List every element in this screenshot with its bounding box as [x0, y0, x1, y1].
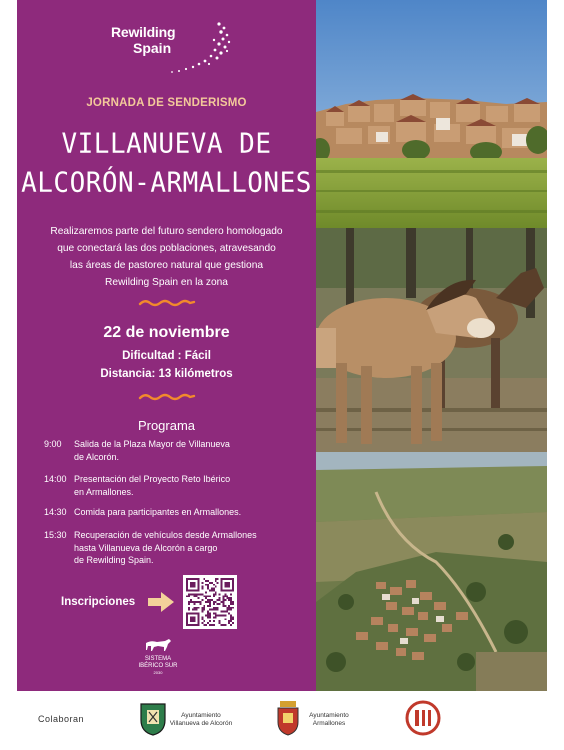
wild-horses-image — [316, 228, 547, 452]
org1-line2: Villanueva de Alcorón — [169, 720, 233, 727]
org1-line1: Ayuntamiento — [181, 712, 221, 719]
registration-label: Inscripciones — [61, 596, 136, 608]
program-text: Salida de la Plaza Mayor de Villanueva — [74, 439, 230, 449]
partner-logo-line1: SISTEMA — [144, 656, 172, 662]
villanueva-shield-icon — [139, 702, 167, 736]
program-time: 14:30 — [44, 507, 67, 517]
program-text: de Rewilding Spain. — [74, 555, 154, 565]
bird-flock-icon — [157, 20, 233, 76]
program-text: Recuperación de vehículos desde Armallones — [74, 530, 257, 540]
org2-line1: Ayuntamiento — [309, 712, 349, 719]
partners-footer — [0, 691, 564, 750]
program-text: de Alcorón. — [74, 451, 120, 462]
event-date: 22 de noviembre — [103, 324, 230, 341]
org2-label — [302, 712, 356, 728]
event-kicker: JORNADA DE SENDERISMO — [86, 97, 247, 109]
event-title-line1: VILLANUEVA DE — [61, 128, 272, 160]
logo-text-line1: Rewilding — [111, 24, 176, 40]
program-text: hasta Villanueva de Alcorón a cargo — [74, 542, 218, 553]
program-text: Presentación del Proyecto Reto Ibérico — [74, 474, 231, 484]
description-line: Realizaremos parte del futuro sendero homologado — [50, 226, 283, 237]
event-difficulty: Dificultad : Fácil — [122, 350, 211, 362]
wave-divider-icon — [138, 298, 196, 308]
logo-text-line2: Spain — [133, 40, 172, 56]
org2-line2: Armallones — [312, 720, 346, 727]
program-time: 15:30 — [44, 530, 67, 540]
collaborators-label: Colaboran — [38, 714, 85, 724]
program-time: 14:00 — [44, 474, 67, 484]
village-photo — [316, 0, 547, 228]
description-line: que conectará las dos poblaciones, atravesando — [57, 243, 276, 254]
sistema-iberico-sur-logo — [133, 637, 183, 676]
event-title-line2: ALCORÓN-ARMALLONES — [21, 167, 312, 199]
program-time: 9:00 — [44, 439, 62, 449]
armallones-shield-icon — [276, 700, 300, 736]
arrow-right-icon — [147, 591, 175, 613]
partner-logo-line2: IBÉRICO SUR — [138, 663, 178, 669]
description-line: Rewilding Spain en la zona — [105, 277, 228, 288]
red-emblem-logo-icon — [405, 700, 441, 736]
wave-divider-icon — [138, 392, 196, 402]
event-distance: Distancia: 13 kilómetros — [100, 368, 233, 380]
horse-logo-icon — [143, 638, 173, 652]
program-text: en Armallones. — [74, 486, 134, 497]
horses-photo — [316, 228, 547, 452]
rewilding-spain-logo — [109, 20, 239, 76]
program-title: Programa — [137, 418, 196, 433]
event-poster-panel — [17, 0, 316, 691]
description-line: las áreas de pastoreo natural que gestiona — [69, 260, 264, 271]
village-landscape-image — [316, 0, 547, 228]
partner-logo-line3: 2030 — [153, 670, 163, 675]
aerial-village-image — [316, 452, 547, 691]
event-description — [27, 223, 306, 291]
registration-qr-code[interactable] — [183, 575, 237, 629]
program-text: Comida para participantes en Armallones. — [74, 507, 242, 517]
org1-label — [168, 712, 234, 728]
qr-code-icon — [186, 578, 234, 626]
aerial-village-photo — [316, 452, 547, 691]
